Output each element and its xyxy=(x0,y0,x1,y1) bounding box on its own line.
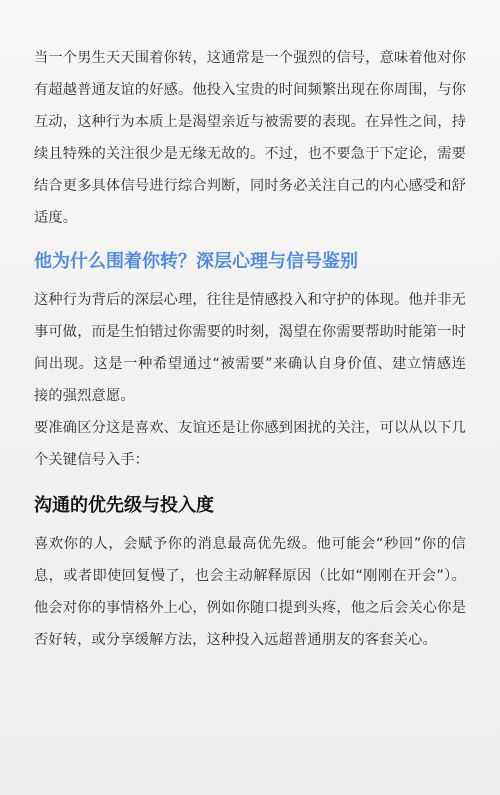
psychology-paragraph: 这种行为背后的深层心理，往往是情感投入和守护的体现。他并非无事可做，而是生怕错过你需要的时刻，渴望在你需要帮助时能第一时间出现。这是一种希望通过“被需要”来确认自身价值、建立情感连接的强烈意愿。 xyxy=(34,292,466,404)
communication-paragraph: 喜欢你的人，会赋予你的消息最高优先级。他可能会“秒回”你的信息，或者即使回复慢了，也会主动解释原因（比如“刚刚在开会”）。他会对你的事情格外上心，例如你随口提到头疼，他之后会关心你是否好转，或分享缓解方法，这种投入远超普通朋友的客套关心。 xyxy=(34,536,466,648)
intro-paragraph: 当一个男生天天围着你转，这通常是一个强烈的信号，意味着他对你有超越普通友谊的好感。他投入宝贵的时间频繁出现在你周围，与你互动，这种行为本质上是渴望亲近与被需要的表现。在异性之间，持续且特殊的关注很少是无缘无故的。不过，也不要急于下定论，需要结合更多具体信号进行综合判断，同时务必关注自己的内心感受和舒适度。 xyxy=(34,50,466,226)
section-heading-psychology: 他为什么围着你转？深层心理与信号鉴别 xyxy=(34,251,358,272)
section-heading-communication: 沟通的优先级与投入度 xyxy=(34,495,214,516)
signals-intro-paragraph: 要准确区分这是喜欢、友谊还是让你感到困扰的关注，可以从以下几个关键信号入手： xyxy=(34,420,466,468)
